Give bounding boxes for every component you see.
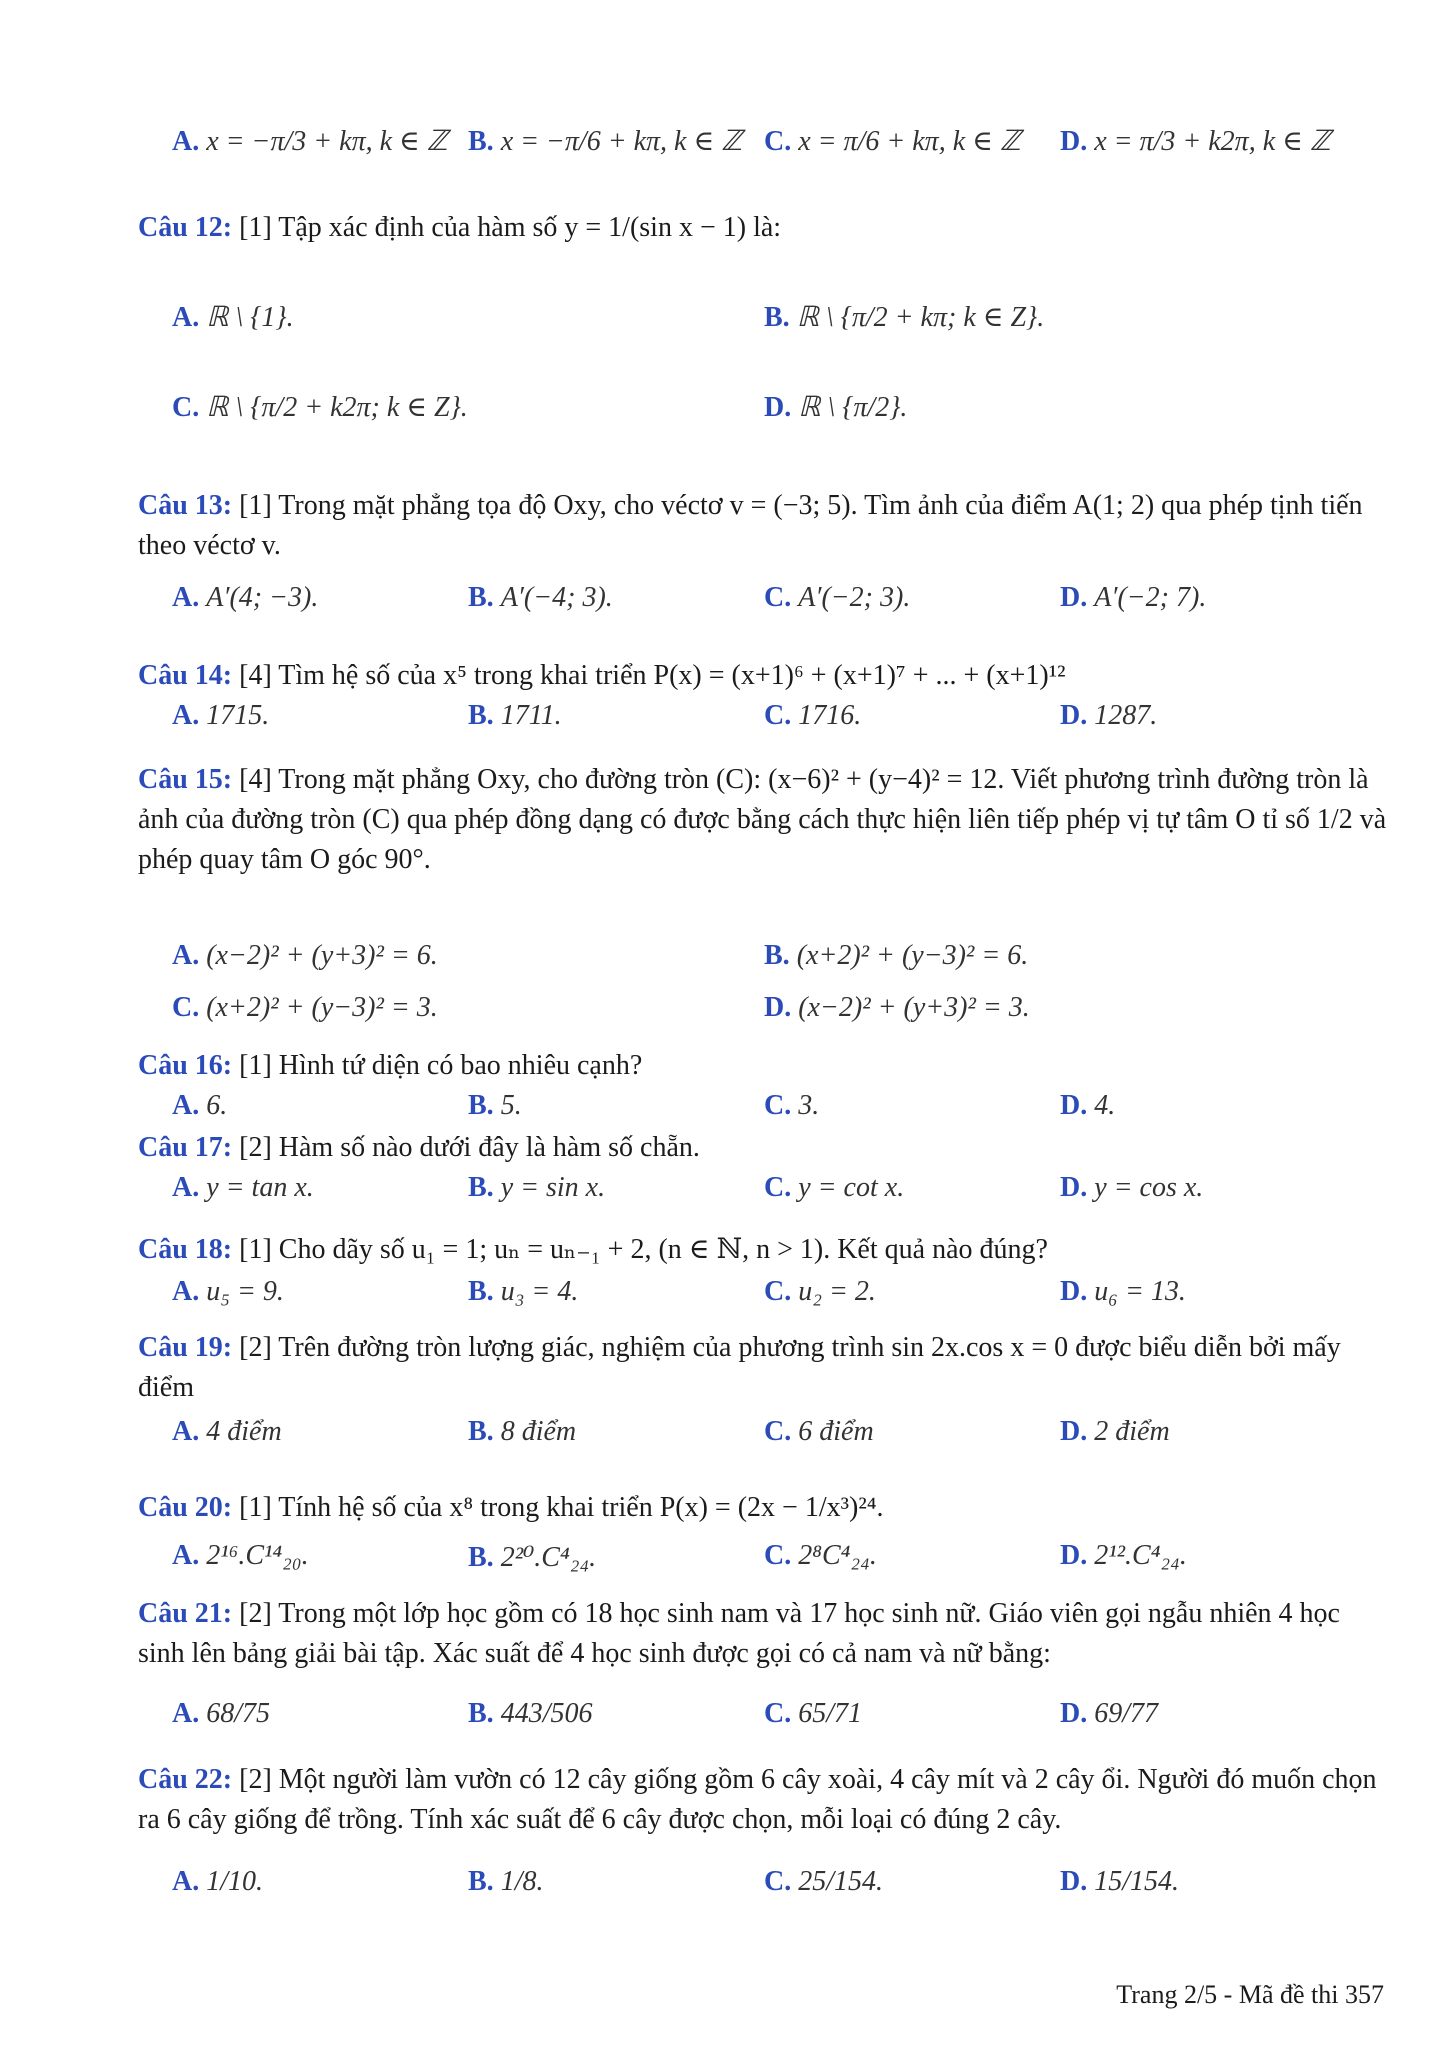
option-label: A. [172, 1866, 207, 1897]
option-label: A. [172, 1276, 207, 1307]
answer-option [1060, 1172, 1203, 1204]
option-value: 8 điểm [500, 1416, 577, 1447]
option-value: 1/10. [206, 1866, 264, 1897]
option-value: u₆ = 13. [1094, 1276, 1186, 1307]
answer-option [1060, 582, 1206, 614]
question-text [138, 1488, 1388, 1528]
question-stem: [2] Một người làm vườn có 12 cây giống gồm 6 cây xoài, 4 cây mít và 2 cây ổi. Người đó muốn chọn ra 6 cây giống để trồng. Tính xác suất để 6 cây được chọn, mỗi loại có đúng 2 cây. [138, 1764, 1377, 1835]
option-label: D. [1060, 1416, 1095, 1447]
option-value: A′(−2; 3). [798, 582, 911, 613]
option-value: 3. [798, 1090, 820, 1121]
option-label: B. [468, 1542, 501, 1573]
option-value: 4 điểm [206, 1416, 282, 1447]
answer-option [172, 1866, 263, 1898]
option-label: B. [468, 1416, 501, 1447]
option-value: 443/506 [500, 1698, 593, 1729]
answer-option [172, 300, 294, 334]
option-label: D. [1060, 1276, 1095, 1307]
answer-option [764, 1090, 819, 1122]
option-value: y = cot x. [798, 1172, 905, 1203]
option-label: B. [468, 1090, 501, 1121]
option-value: u₂ = 2. [798, 1276, 876, 1307]
option-label: D. [1060, 1090, 1095, 1121]
option-value: ℝ \ {π/2 + k2π; k ∈ Z}. [206, 392, 468, 423]
question-text [138, 1328, 1388, 1408]
option-label: D. [764, 992, 799, 1023]
option-label: A. [172, 700, 207, 731]
option-value: 2¹².C⁴₂₄. [1094, 1540, 1187, 1571]
option-value: 15/154. [1094, 1866, 1180, 1897]
option-value: (x+2)² + (y−3)² = 3. [206, 992, 438, 1023]
question-stem: [4] Tìm hệ số của x⁵ trong khai triển P(x) = (x+1)⁶ + (x+1)⁷ + ... + (x+1)¹² [232, 660, 1066, 691]
option-value: (x−2)² + (y+3)² = 6. [206, 940, 438, 971]
option-value: 6 điểm [798, 1416, 874, 1447]
q11-option-a: A. x = −π/3 + kπ, k ∈ ℤ [172, 126, 448, 157]
option-label: B. [468, 1276, 501, 1307]
option-label: C. [764, 1540, 799, 1571]
question-text [138, 1046, 1388, 1086]
answer-option [1060, 1866, 1179, 1898]
answer-option [468, 1866, 543, 1898]
question-number: Câu 22: [138, 1764, 233, 1795]
option-value: 25/154. [798, 1866, 884, 1897]
answer-option [764, 1276, 876, 1308]
option-value: 65/71 [798, 1698, 863, 1729]
q11-option-d: D. x = π/3 + k2π, k ∈ ℤ [1060, 126, 1331, 157]
answer-option [764, 390, 907, 424]
option-label: D. [1060, 582, 1095, 613]
option-value: y = tan x. [206, 1172, 314, 1203]
answer-option [468, 1698, 592, 1730]
answer-option [764, 1866, 883, 1898]
answer-option [172, 1172, 314, 1204]
option-label: C. [172, 992, 207, 1023]
option-value: y = sin x. [500, 1172, 606, 1203]
option-value: u₅ = 9. [206, 1276, 284, 1307]
answer-option [468, 1276, 578, 1308]
answer-option [764, 1416, 874, 1448]
answer-option [172, 582, 318, 614]
option-label: B. [764, 302, 797, 333]
option-label: A. [172, 940, 207, 971]
option-label: A. [172, 302, 207, 333]
answer-option [468, 1172, 605, 1204]
option-label: B. [468, 1698, 501, 1729]
answer-option [1060, 1698, 1158, 1730]
answer-option [172, 1276, 284, 1308]
option-value: 1/8. [500, 1866, 544, 1897]
answer-option [1060, 1276, 1186, 1308]
answer-option [764, 1172, 904, 1204]
answer-option [172, 700, 269, 732]
q11-option-c: C. x = π/6 + kπ, k ∈ ℤ [764, 126, 1021, 157]
option-value: 1716. [798, 700, 862, 731]
answer-option [764, 300, 1044, 334]
option-label: D. [1060, 700, 1095, 731]
option-label: A. [172, 1698, 207, 1729]
option-value: A′(−2; 7). [1094, 582, 1207, 613]
answer-option [172, 1540, 309, 1572]
option-label: D. [1060, 1866, 1095, 1897]
answer-option [764, 1540, 877, 1572]
answer-option [468, 582, 613, 614]
question-stem: [2] Trong một lớp học gồm có 18 học sinh nam và 17 học sinh nữ. Giáo viên gọi ngẫu nhiên 4 học sinh lên bảng giải bài tập. Xác suất để 4 học sinh được gọi có cả nam và nữ bằng: [138, 1598, 1340, 1669]
answer-option [468, 1090, 522, 1122]
question-number: Câu 12: [138, 212, 233, 243]
option-label: B. [764, 940, 797, 971]
question-number: Câu 16: [138, 1050, 233, 1081]
question-stem: [4] Trong mặt phẳng Oxy, cho đường tròn (C): (x−6)² + (y−4)² = 12. Viết phương trình đường tròn là ảnh của đường tròn (C) qua phép đồng dạng có được bằng cách thực hiện liên tiếp phép vị tự tâm O tỉ số 1/2 và phép quay tâm O góc 90°. [138, 764, 1387, 875]
option-value: 1287. [1094, 700, 1158, 731]
option-value: 69/77 [1094, 1698, 1159, 1729]
answer-option [764, 992, 1030, 1024]
question-number: Câu 21: [138, 1598, 233, 1629]
option-label: B. [468, 582, 501, 613]
question-stem: [2] Hàm số nào dưới đây là hàm số chẵn. [232, 1132, 700, 1163]
option-label: C. [764, 1698, 799, 1729]
answer-option [172, 1090, 227, 1122]
question-stem: [1] Tính hệ số của x⁸ trong khai triển P(x) = (2x − 1/x³)²⁴. [232, 1492, 884, 1523]
option-value: ℝ \ {π/2 + kπ; k ∈ Z}. [796, 302, 1045, 333]
answer-option [1060, 1090, 1115, 1122]
option-value: ℝ \ {π/2}. [798, 392, 908, 423]
option-label: D. [764, 392, 799, 423]
question-text [138, 760, 1388, 880]
answer-option [764, 1698, 862, 1730]
question-number: Câu 13: [138, 490, 233, 521]
option-value: 2 điểm [1094, 1416, 1170, 1447]
option-value: (x−2)² + (y+3)² = 3. [798, 992, 1030, 1023]
option-label: C. [764, 700, 799, 731]
answer-option [764, 700, 861, 732]
page-footer: Trang 2/5 - Mã đề thi 357 [1116, 1980, 1384, 2009]
option-value: u₃ = 4. [500, 1276, 579, 1307]
option-value: 2¹⁶.C¹⁴₂₀. [206, 1540, 309, 1571]
question-stem: [1] Trong mặt phẳng tọa độ Oxy, cho véctơ v = (−3; 5). Tìm ảnh của điểm A(1; 2) qua phép tịnh tiến theo véctơ v. [138, 490, 1363, 561]
option-label: C. [764, 1090, 799, 1121]
answer-option [764, 582, 910, 614]
question-number: Câu 17: [138, 1132, 233, 1163]
answer-option [1060, 1540, 1187, 1572]
answer-option [172, 390, 468, 424]
answer-option [468, 1416, 576, 1448]
option-value: (x+2)² + (y−3)² = 6. [796, 940, 1029, 971]
q11-option-b: B. x = −π/6 + kπ, k ∈ ℤ [468, 126, 743, 157]
option-value: 5. [500, 1090, 522, 1121]
question-text [138, 656, 1388, 696]
answer-option [172, 1416, 282, 1448]
answer-option [468, 700, 562, 732]
option-value: 4. [1094, 1090, 1116, 1121]
option-value: 2²⁰.C⁴₂₄. [500, 1542, 597, 1573]
option-label: C. [764, 1172, 799, 1203]
option-value: y = cos x. [1094, 1172, 1204, 1203]
question-number: Câu 18: [138, 1234, 233, 1265]
option-label: C. [172, 392, 207, 423]
answer-option [468, 1540, 596, 1574]
option-value: 2⁸C⁴₂₄. [798, 1540, 877, 1571]
option-label: D. [1060, 1172, 1095, 1203]
answer-option [764, 940, 1028, 972]
option-label: C. [764, 1276, 799, 1307]
question-text [138, 1230, 1388, 1270]
question-text [138, 486, 1388, 566]
answer-option [1060, 1416, 1170, 1448]
question-text [138, 208, 1388, 248]
answer-option [1060, 700, 1157, 732]
answer-option [172, 992, 438, 1024]
option-label: C. [764, 1866, 799, 1897]
option-value: A′(−4; 3). [500, 582, 613, 613]
option-label: C. [764, 582, 799, 613]
option-value: 68/75 [206, 1698, 271, 1729]
question-number: Câu 20: [138, 1492, 233, 1523]
question-stem: [1] Hình tứ diện có bao nhiêu cạnh? [232, 1050, 643, 1081]
question-stem: [1] Cho dãy số u₁ = 1; uₙ = uₙ₋₁ + 2, (n ∈ ℕ, n > 1). Kết quả nào đúng? [232, 1234, 1048, 1265]
option-label: D. [1060, 1540, 1095, 1571]
question-number: Câu 19: [138, 1332, 233, 1363]
option-label: A. [172, 582, 207, 613]
option-value: ℝ \ {1}. [206, 302, 294, 333]
option-label: B. [468, 1172, 501, 1203]
option-label: B. [468, 1866, 501, 1897]
option-value: 1715. [206, 700, 270, 731]
option-label: A. [172, 1540, 207, 1571]
question-stem: [1] Tập xác định của hàm số y = 1/(sin x − 1) là: [232, 212, 782, 243]
question-number: Câu 14: [138, 660, 233, 691]
option-label: A. [172, 1172, 207, 1203]
question-text [138, 1128, 1388, 1168]
option-value: A′(4; −3). [206, 582, 319, 613]
option-value: 1711. [500, 700, 562, 731]
option-label: A. [172, 1090, 207, 1121]
option-label: B. [468, 700, 501, 731]
question-number: Câu 15: [138, 764, 233, 795]
answer-option [172, 1698, 270, 1730]
option-value: 6. [206, 1090, 228, 1121]
question-text [138, 1594, 1388, 1674]
question-stem: [2] Trên đường tròn lượng giác, nghiệm của phương trình sin 2x.cos x = 0 được biểu diễn bởi mấy điểm [138, 1332, 1341, 1403]
option-label: A. [172, 1416, 207, 1447]
option-label: C. [764, 1416, 799, 1447]
q11-options [0, 118, 1448, 178]
question-text [138, 1760, 1388, 1840]
answer-option [172, 940, 438, 972]
option-label: D. [1060, 1698, 1095, 1729]
